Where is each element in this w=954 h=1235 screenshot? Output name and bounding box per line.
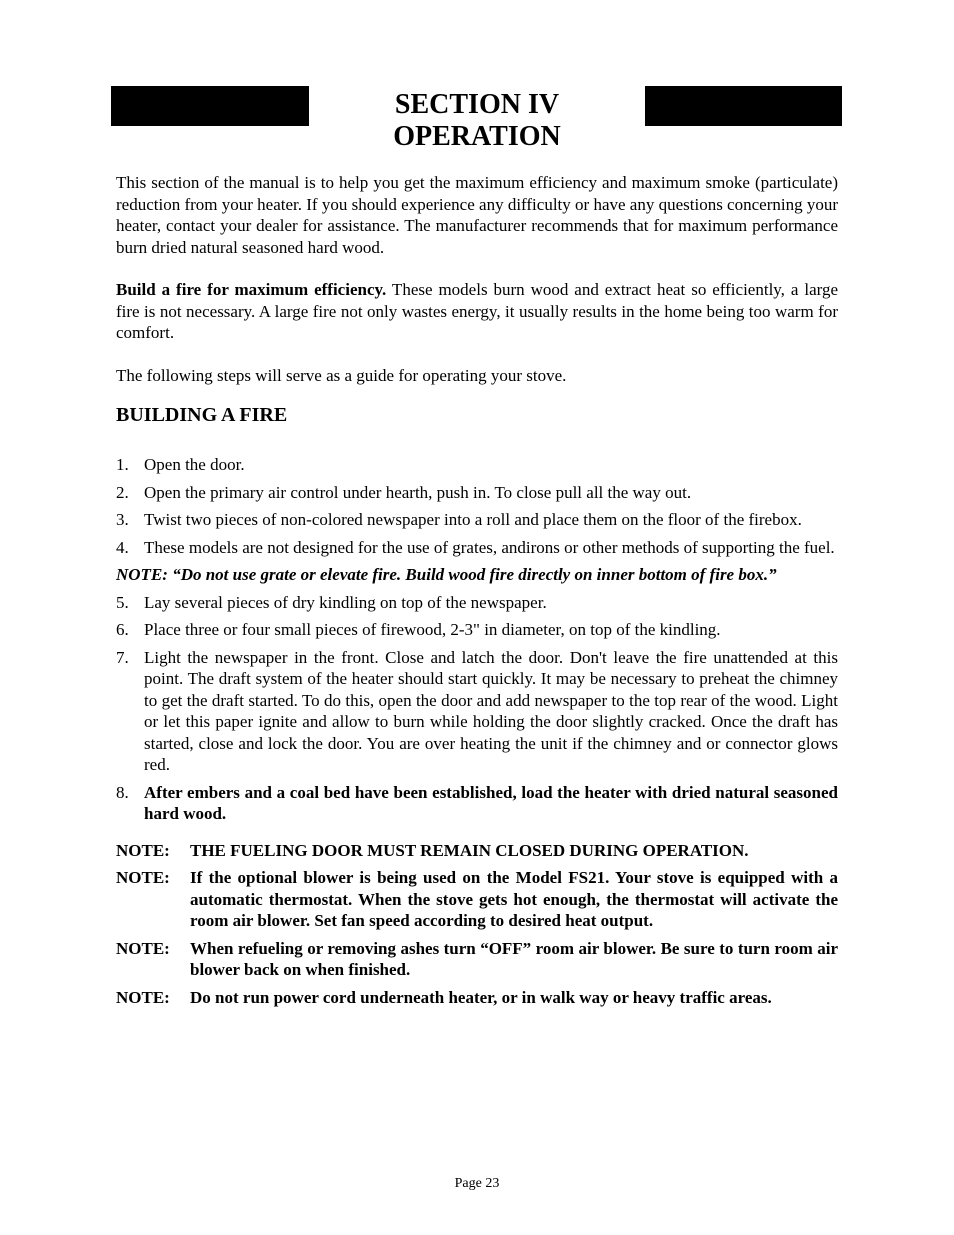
section-title	[0, 89, 954, 153]
list-item	[116, 509, 838, 531]
step-number: 5.	[116, 592, 129, 612]
note-label: NOTE:	[116, 868, 170, 887]
section-title-line1: SECTION IV	[394, 89, 560, 120]
steps-list-b	[116, 592, 838, 825]
step-number: 1.	[116, 455, 129, 474]
steps-list-a	[116, 454, 838, 558]
note-blower	[116, 867, 838, 932]
step-text: These models are not designed for the use of grates, andirons or other methods of supporting the fuel.	[144, 537, 835, 557]
note-label: NOTE:	[116, 938, 170, 958]
step-number: 8.	[116, 782, 129, 802]
step-number: 4.	[116, 537, 129, 557]
list-item	[116, 592, 838, 614]
note-fueling-door	[116, 840, 838, 862]
list-item	[116, 619, 838, 641]
list-item	[116, 782, 838, 825]
step-number: 3.	[116, 510, 129, 529]
step-text: Open the primary air control under hearth, push in. To close pull all the way out.	[144, 482, 692, 502]
grate-note: NOTE: “Do not use grate or elevate fire. Build wood fire directly on inner bottom of fire box.”	[116, 565, 777, 584]
list-item	[116, 454, 838, 476]
section-title-line2: OPERATION	[393, 121, 561, 152]
building-heading: BUILDING A FIRE	[116, 404, 288, 426]
note-text: THE FUELING DOOR MUST REMAIN CLOSED DURING OPERATION.	[190, 840, 749, 860]
step-text: Lay several pieces of dry kindling on top of the newspaper.	[144, 592, 547, 612]
note-text: If the optional blower is being used on the Model FS21. Your stove is equipped with a automatic thermostat. When the stove gets hot enough, the thermostat will activate the room air blower. Set fan speed according to desired heat output.	[190, 868, 838, 930]
list-item	[116, 647, 838, 776]
efficiency-paragraph	[116, 279, 838, 344]
note-text: Do not run power cord underneath heater, or in walk way or heavy traffic areas.	[190, 987, 772, 1007]
step-text: Place three or four small pieces of firewood, 2-3" in diameter, on top of the kindling.	[144, 620, 721, 639]
list-item	[116, 537, 838, 559]
step-number: 2.	[116, 482, 129, 502]
step-number: 7.	[116, 647, 129, 667]
page-number: Page 23	[454, 1176, 500, 1191]
note-label: NOTE:	[116, 840, 170, 860]
guide-paragraph: The following steps will serve as a guide for operating your stove.	[116, 365, 567, 385]
step-text: Twist two pieces of non-colored newspaper into a roll and place them on the floor of the firebox.	[144, 510, 802, 529]
step-text: Open the door.	[144, 455, 245, 474]
step-text: After embers and a coal bed have been established, load the heater with dried natural seasoned hard wood.	[144, 782, 838, 823]
page-content	[116, 172, 838, 1008]
note-refueling	[116, 938, 838, 981]
note-label: NOTE:	[116, 987, 170, 1007]
note-text: When refueling or removing ashes turn “OFF” room air blower. Be sure to turn room air blower back on when finished.	[190, 938, 838, 979]
efficiency-lead: Build a fire for maximum efficiency.	[116, 280, 387, 299]
step-text: Light the newspaper in the front. Close and latch the door. Don't leave the fire unattended at this point. The draft system of the heater should start quickly. It may be necessary to preheat the chimney to get the draft started. To do this, open the door and add newspaper to the top rear of the wood. Light or let this paper ignite and allow to burn while holding the door slightly cracked. Once the draft has started, close and lock the door. You are over heating the unit if the chimney and or connector glows red.	[144, 647, 838, 774]
efficiency-text: These models burn wood and extract heat so efficiently, a large fire is not necessary. A large fire not only wastes energy, it usually results in the home being too warm for comfort.	[116, 280, 839, 342]
intro-paragraph: This section of the manual is to help you get the maximum efficiency and maximum smoke (particulate) reduction from your heater. If you should experience any difficulty or have any questions concerning your heater, contact your dealer for assistance. The manufacturer recommends that for maximum performance burn dried natural seasoned hard wood.	[116, 173, 838, 257]
list-item	[116, 482, 838, 504]
note-power-cord	[116, 987, 838, 1009]
step-number: 6.	[116, 620, 129, 639]
